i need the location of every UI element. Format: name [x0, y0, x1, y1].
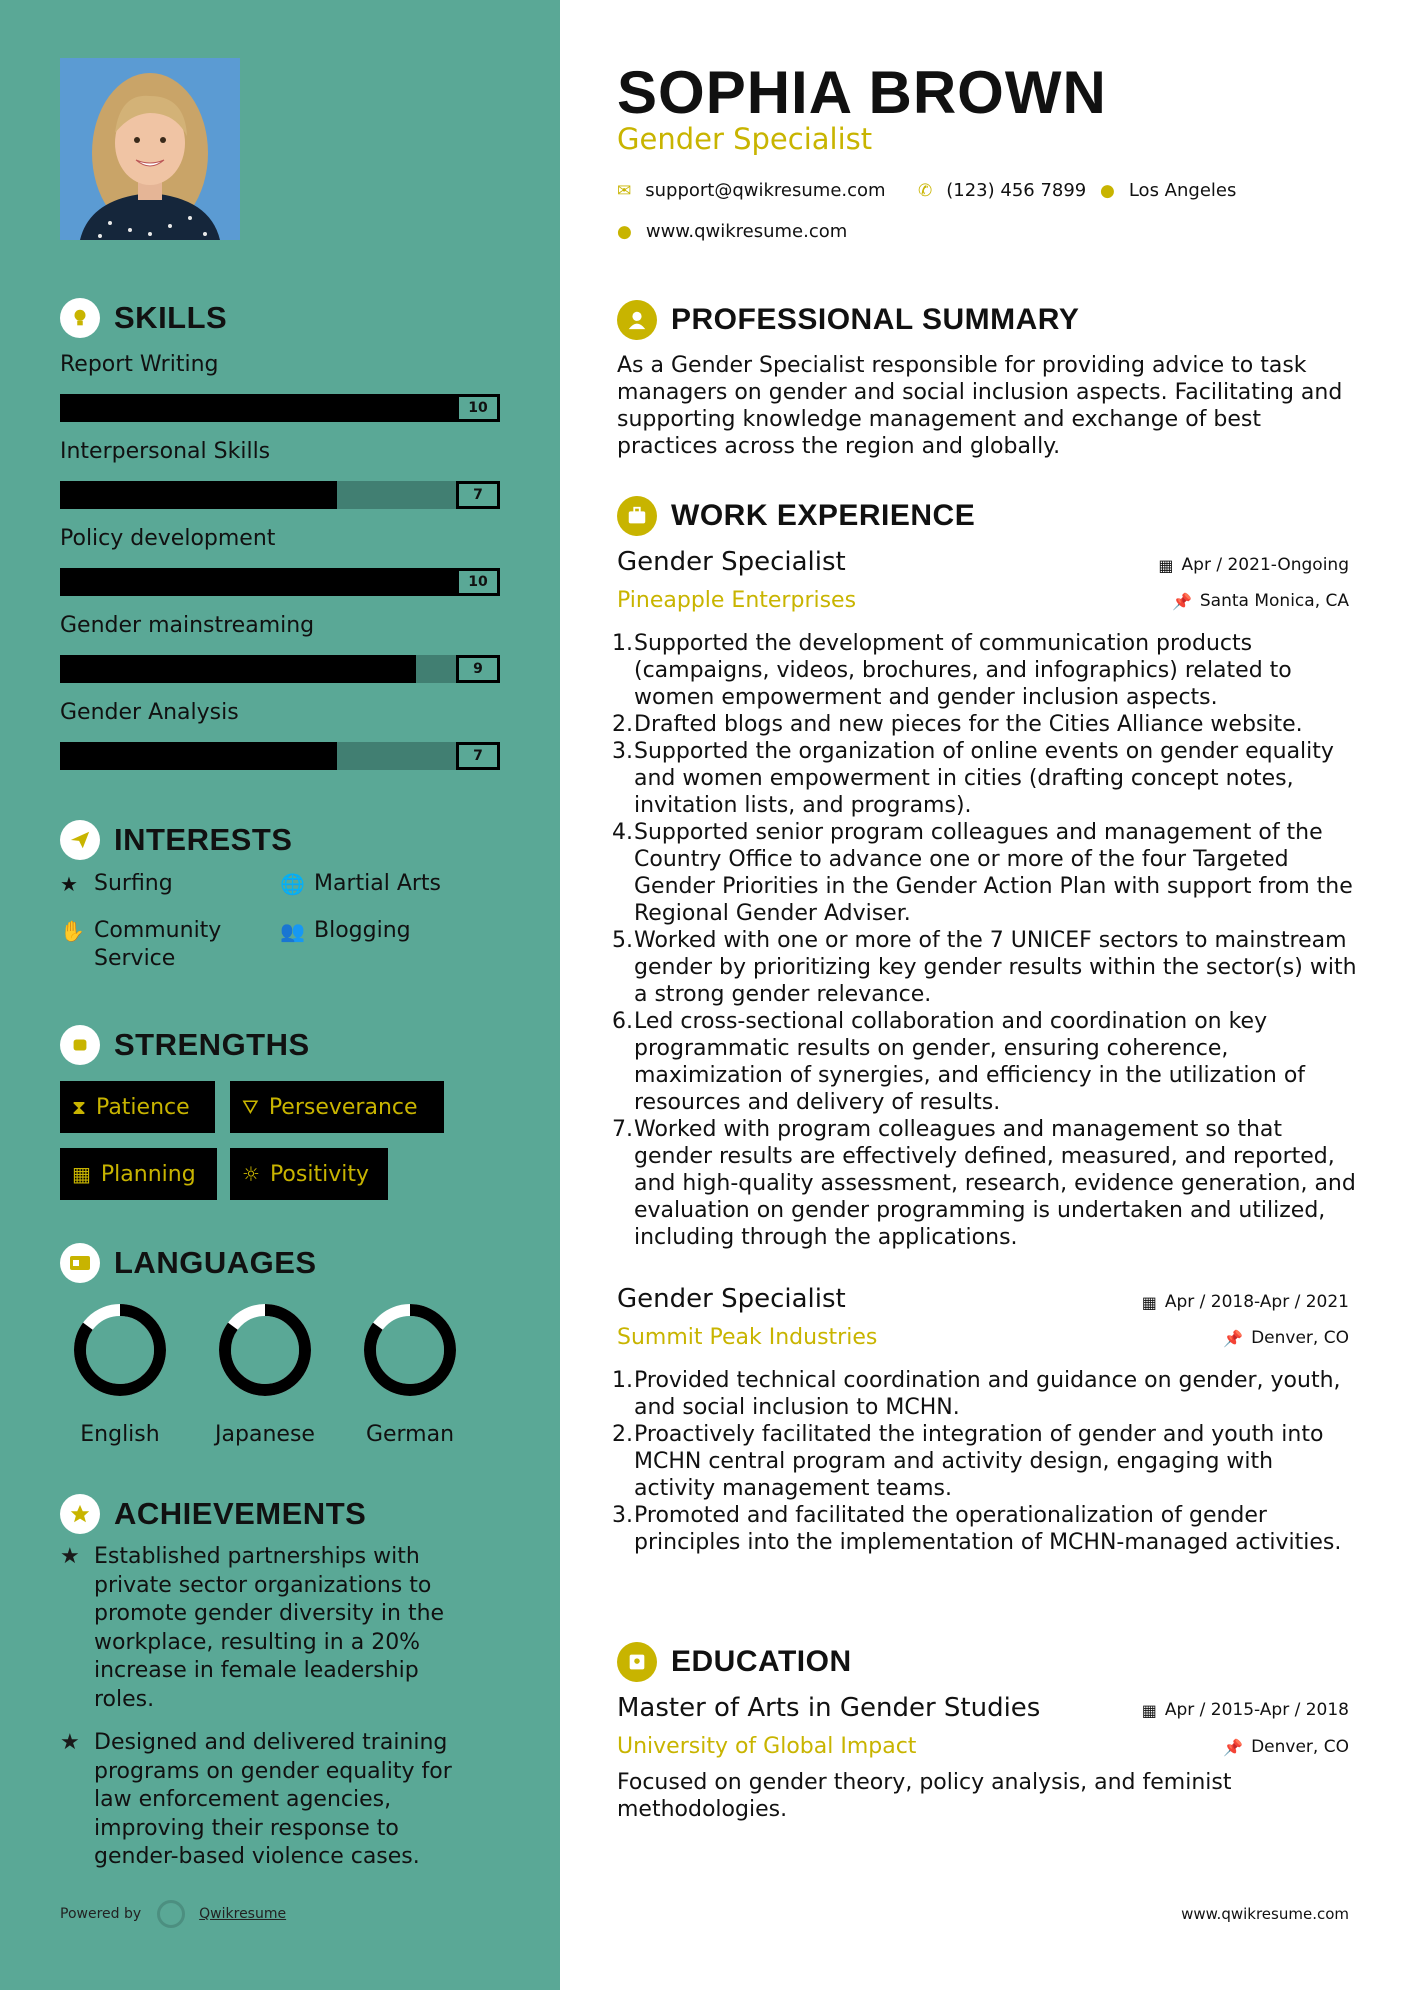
- company-name: Summit Peak Industries: [617, 1325, 878, 1350]
- degree-title: Master of Arts in Gender Studies: [617, 1693, 1041, 1723]
- skill-name: Gender mainstreaming: [60, 613, 315, 638]
- education-title: EDUCATION: [671, 1645, 852, 1678]
- skill-name: Gender Analysis: [60, 700, 239, 725]
- interest-item: [280, 917, 411, 945]
- job-dates-text: Apr / 2018-Apr / 2021: [1164, 1292, 1349, 1312]
- list-item: 1. Provided technical coordination and guidance on gender, youth, and social inclusion to MCHN.: [612, 1368, 1341, 1420]
- qwikresume-logo-icon: [157, 1900, 185, 1928]
- map-pin-icon: ●: [1100, 180, 1115, 201]
- languages-heading: [60, 1243, 317, 1283]
- job-location: [1172, 591, 1349, 611]
- list-item: 3. Supported the organization of online events on gender equality and women empowerment in cities (drafting concept notes, invitation lists, and programs).: [612, 739, 1334, 818]
- pushpin-icon: 📌: [1171, 591, 1192, 611]
- achievement-text: Established partnerships with private sector organizations to promote gender diversity in the workplace, resulting in a 20% increase in female leadership roles.: [94, 1544, 445, 1712]
- candidate-name: SOPHIA BROWN: [617, 59, 1107, 126]
- language-item: [205, 1300, 325, 1447]
- website-text: www.qwikresume.com: [645, 221, 848, 242]
- skill-bar: [60, 394, 500, 422]
- sun-icon: ☼: [242, 1162, 260, 1186]
- company-name: Pineapple Enterprises: [617, 588, 857, 613]
- job-dates: [1142, 1292, 1349, 1312]
- language-name: English: [80, 1422, 160, 1447]
- fist-icon: [60, 1025, 100, 1065]
- powered-by-label: Powered by: [60, 1906, 142, 1922]
- school-name: University of Global Impact: [617, 1734, 917, 1759]
- language-item: [350, 1300, 470, 1447]
- languages-title: LANGUAGES: [114, 1245, 317, 1280]
- skill-bar-fill: [60, 568, 456, 596]
- interest-item: [60, 870, 173, 898]
- user-icon: [617, 300, 657, 340]
- skill-item: [60, 698, 500, 770]
- summary-text: As a Gender Specialist responsible for providing advice to task managers on gender and social inclusion aspects. Facilitating and supporting knowledge management and exchange of best practices across the region and globally.: [617, 353, 1343, 459]
- star-icon: ★: [60, 1730, 80, 1755]
- calendar-icon: ▦: [1141, 1700, 1157, 1720]
- achievement-text: Designed and delivered training programs on gender equality for law enforcement agencies, improving their response to gender-based violence cases.: [94, 1730, 452, 1869]
- achievements-heading: [60, 1494, 366, 1534]
- education-location-text: Denver, CO: [1251, 1737, 1349, 1757]
- skill-bar: [60, 655, 500, 683]
- skill-bar-fill: [60, 655, 416, 683]
- globe-icon: 🌐: [280, 872, 305, 896]
- email-text: support@qwikresume.com: [645, 180, 886, 201]
- globe-icon: ●: [617, 221, 632, 242]
- skill-level: 10: [456, 394, 500, 422]
- skills-heading: [60, 298, 227, 338]
- skill-bar-fill: [60, 481, 337, 509]
- calendar-icon: ▦: [1141, 1292, 1157, 1312]
- strength-label: Planning: [100, 1161, 196, 1187]
- interest-label: Community Service: [94, 918, 222, 971]
- list-item: 5. Worked with one or more of the 7 UNICEF sectors to mainstream gender by prioritizing key gender results within the sector(s) with a strong gender relevance.: [612, 928, 1357, 1007]
- job-title: Gender Specialist: [617, 1284, 846, 1314]
- star-badge-icon: [60, 1494, 100, 1534]
- skill-name: Policy development: [60, 526, 276, 551]
- contact-website[interactable]: [617, 221, 847, 242]
- experience-title: WORK EXPERIENCE: [671, 499, 976, 532]
- job-bullets: [612, 1367, 1357, 1556]
- portrait-image: [60, 58, 240, 240]
- interests-heading: [60, 820, 292, 860]
- star-icon: ★: [60, 872, 78, 896]
- list-item: 6. Led cross-sectional collaboration and coordination on key programmatic results on gender, ensuring coherence, maximization of synergies, and efficiency in the utilization of resources and delivery of results.: [612, 1009, 1306, 1115]
- skill-item: [60, 437, 500, 509]
- language-ring: [70, 1300, 170, 1400]
- job-bullets: [612, 630, 1357, 1251]
- road-icon: ⛛: [242, 1095, 259, 1119]
- job-title: Gender Specialist: [617, 547, 846, 577]
- achievement-item: [60, 1543, 480, 1714]
- star-icon: ★: [60, 1544, 80, 1569]
- language-name: German: [365, 1422, 455, 1447]
- interest-item: [280, 870, 441, 898]
- list-item: 2. Drafted blogs and new pieces for the Cities Alliance website.: [612, 712, 1303, 737]
- achievements-title: ACHIEVEMENTS: [114, 1496, 367, 1531]
- strength-label: Perseverance: [268, 1094, 418, 1120]
- skill-item: [60, 611, 500, 683]
- strength-badge: [60, 1081, 215, 1133]
- strength-badge: [60, 1148, 217, 1200]
- skill-level: 7: [456, 481, 500, 509]
- skill-bar-fill: [60, 394, 456, 422]
- achievement-item: [60, 1729, 480, 1872]
- skill-level: 10: [456, 568, 500, 596]
- phone-text: (123) 456 7899: [946, 180, 1087, 201]
- location-text: Los Angeles: [1128, 180, 1237, 201]
- skill-bar: [60, 481, 500, 509]
- education-description: Focused on gender theory, policy analysis, and feminist methodologies.: [617, 1770, 1232, 1822]
- strength-badge: [230, 1081, 444, 1133]
- language-ring: [215, 1300, 315, 1400]
- candidate-role: Gender Specialist: [617, 122, 873, 156]
- interest-label: Blogging: [314, 918, 411, 943]
- list-item: 3. Promoted and facilitated the operationalization of gender principles into the implementation of MCHN-managed activities.: [612, 1503, 1342, 1555]
- calendar-icon: ▦: [1158, 555, 1174, 575]
- graduation-icon: [617, 1642, 657, 1682]
- hand-icon: ✋: [60, 919, 85, 943]
- brand-link[interactable]: Qwikresume: [199, 1906, 287, 1922]
- interest-label: Martial Arts: [314, 871, 442, 896]
- experience-heading: [617, 496, 975, 536]
- list-item: 4. Supported senior program colleagues and management of the Country Office to advance one or more of the four Targeted Gender Priorities in the Gender Action Plan with support from the Regional Gender Adviser.: [612, 820, 1353, 926]
- skills-title: SKILLS: [114, 300, 228, 335]
- skill-item: [60, 524, 500, 596]
- skill-bar: [60, 568, 500, 596]
- sidebar: [0, 0, 560, 1990]
- phone-icon: ✆: [918, 180, 933, 201]
- contact-email[interactable]: [617, 180, 886, 201]
- list-item: 7. Worked with program colleagues and management so that gender results are effectively defined, measured, and reported, and high-quality assessment, research, evidence generation, and evaluation on gender programming is undertaken and utilized, including through the applications.: [612, 1117, 1356, 1250]
- calendar-icon: ▦: [72, 1162, 91, 1186]
- list-item: 1. Supported the development of communication products (campaigns, videos, brochures, and infographics) related to women empowerment and gender inclusion aspects.: [612, 631, 1292, 710]
- education-heading: [617, 1642, 852, 1682]
- strength-label: Positivity: [269, 1161, 369, 1187]
- briefcase-icon: [617, 496, 657, 536]
- language-item: [60, 1300, 180, 1447]
- interest-item: [60, 917, 260, 973]
- language-card-icon: [60, 1243, 100, 1283]
- pushpin-icon: 📌: [1223, 1328, 1244, 1348]
- interests-title: INTERESTS: [114, 822, 293, 857]
- education-dates: [1142, 1700, 1349, 1720]
- education-location: [1223, 1737, 1349, 1757]
- envelope-icon: ✉: [617, 180, 632, 201]
- job-location: [1223, 1328, 1349, 1348]
- education-dates-text: Apr / 2015-Apr / 2018: [1164, 1700, 1349, 1720]
- summary-heading: [617, 300, 1079, 340]
- job-location-text: Santa Monica, CA: [1199, 591, 1349, 611]
- strength-badge: [230, 1148, 388, 1200]
- strength-label: Patience: [96, 1094, 190, 1120]
- users-icon: 👥: [280, 919, 305, 943]
- language-ring: [360, 1300, 460, 1400]
- skill-name: Report Writing: [60, 352, 219, 377]
- strengths-heading: [60, 1025, 310, 1065]
- list-item: 2. Proactively facilitated the integration of gender and youth into MCHN central program and activity design, engaging with activity management teams.: [612, 1422, 1324, 1501]
- powered-by: [60, 1900, 286, 1928]
- pushpin-icon: 📌: [1223, 1737, 1244, 1757]
- lightbulb-icon: [60, 298, 100, 338]
- skill-bar: [60, 742, 500, 770]
- summary-title: PROFESSIONAL SUMMARY: [671, 303, 1080, 336]
- skill-bar-fill: [60, 742, 337, 770]
- skill-level: 7: [456, 742, 500, 770]
- profile-photo: [60, 58, 240, 240]
- interest-label: Surfing: [94, 871, 173, 896]
- job-dates: [1158, 555, 1349, 575]
- skill-item: [60, 350, 500, 422]
- contact-phone[interactable]: [918, 180, 1086, 201]
- skill-name: Interpersonal Skills: [60, 439, 271, 464]
- job-location-text: Denver, CO: [1251, 1328, 1349, 1348]
- contact-location: [1100, 180, 1236, 201]
- paper-plane-icon: [60, 820, 100, 860]
- job-dates-text: Apr / 2021-Ongoing: [1181, 555, 1349, 575]
- hourglass-icon: ⧗: [72, 1095, 87, 1119]
- language-name: Japanese: [215, 1422, 315, 1447]
- strengths-title: STRENGTHS: [114, 1027, 310, 1062]
- skill-level: 9: [456, 655, 500, 683]
- footer-url[interactable]: www.qwikresume.com: [1181, 1905, 1349, 1923]
